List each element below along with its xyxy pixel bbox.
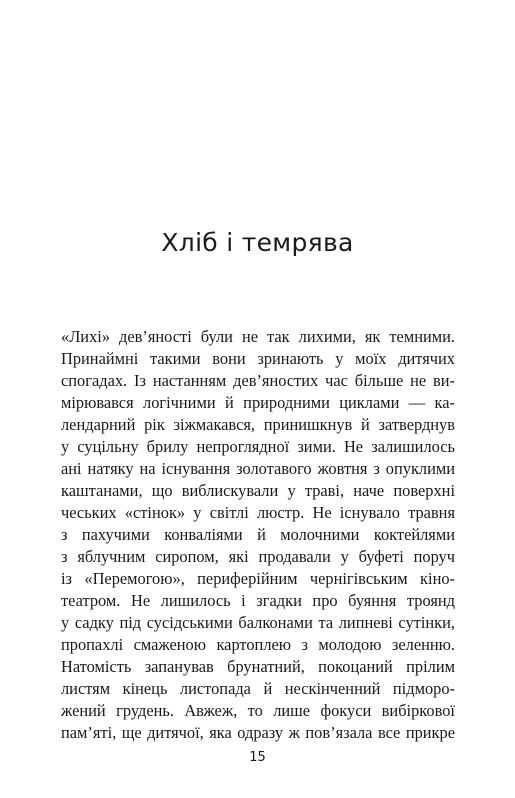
text-line: Принаймні такими вони зринають у моїх дитячих xyxy=(61,349,455,368)
text-line: ані натяку на існування золотавого жовтня з опуклими xyxy=(61,459,455,478)
text-line: спогадах. Із настанням дев’яностих час більше не ви- xyxy=(61,371,455,390)
text-line: жений грудень. Авжеж, то лише фокуси вибіркової xyxy=(61,701,455,720)
text-line: пам’яті, ще дитячої, яка одразу ж пов’язала все прикре xyxy=(61,723,455,742)
text-line: з пахучими конваліями й молочними коктейлями xyxy=(61,525,455,544)
text-line: листям кінець листопада й нескінченний підморо- xyxy=(61,679,455,698)
text-line: лендарний рік зіжмакався, принишкнув й затверднув xyxy=(61,415,455,434)
text-line: театром. Не лишилось і згадки про буяння троянд xyxy=(61,591,455,610)
text-line: «Лихі» дев’яності були не так лихими, як темними. xyxy=(61,327,455,346)
text-line: пропахлі смаженою картоплею з молодою зеленню. xyxy=(61,635,455,654)
text-line: мірювався логічними й природними циклами — ка- xyxy=(61,393,455,412)
text-line: Натомість запанував брунатний, покоцаний прілим xyxy=(61,657,455,676)
text-line: каштанами, що виблискували у траві, наче поверхні xyxy=(61,481,455,500)
text-line: чеських «стінок» у світлі люстр. Не існувало травня xyxy=(61,503,455,522)
body-text xyxy=(61,326,455,744)
text-line: із «Перемогою», периферійним чернігівським кіно- xyxy=(61,569,455,588)
chapter-title: Хліб і темрява xyxy=(161,228,354,257)
text-line: у суцільну брилу непроглядної зими. Не залишилось xyxy=(61,437,455,456)
page-number: 15 xyxy=(249,750,266,765)
text-line: у садку під сусідськими балконами та липневі сутінки, xyxy=(61,613,455,632)
text-line: з яблучним сиропом, які продавали у буфеті поруч xyxy=(61,547,455,566)
